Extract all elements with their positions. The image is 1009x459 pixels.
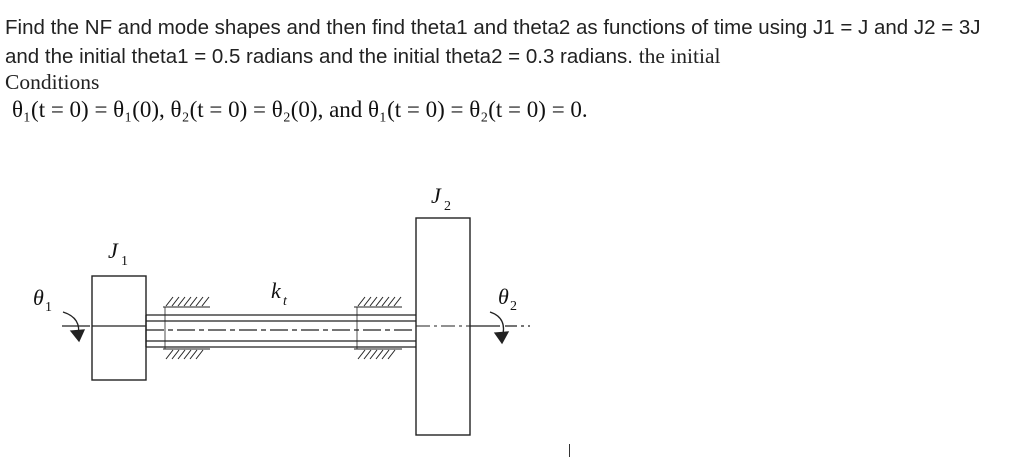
theta2-label: θ: [498, 284, 509, 309]
j1-subscript: 1: [121, 254, 128, 269]
theta1-subscript: 1: [45, 300, 52, 315]
j1-label: J: [108, 238, 118, 263]
bearing-left: [163, 297, 210, 359]
theta1-label: θ: [33, 285, 44, 310]
j2-subscript: 2: [444, 199, 451, 214]
centerline: [62, 326, 530, 330]
initial-conditions-equation: θ₁(t = 0) = θ₁(0), θ₂(t = 0) = θ₂(0), and θ₁(t = 0) = θ₂(t = 0) = 0.: [12, 97, 588, 122]
question-part1: Find the NF and mode shapes and then find theta1 and theta2 as functions of time using J1 = J and J2 = 3J and the initial theta1 = 0.5 radians and the initial theta2 = 0.3 radians.: [5, 16, 981, 68]
kt-subscript: t: [283, 294, 287, 309]
bearing-right: [354, 297, 402, 359]
question-part2: the initial: [638, 44, 721, 68]
j2-label: J: [431, 183, 441, 208]
theta2-subscript: 2: [510, 299, 517, 314]
disc-j1: [92, 276, 146, 380]
text-cursor: [569, 444, 570, 457]
theta2-rotation-arrow: [490, 312, 508, 343]
kt-label: k: [271, 278, 281, 303]
conditions-label: Conditions: [5, 70, 100, 94]
shaft: [146, 315, 416, 347]
